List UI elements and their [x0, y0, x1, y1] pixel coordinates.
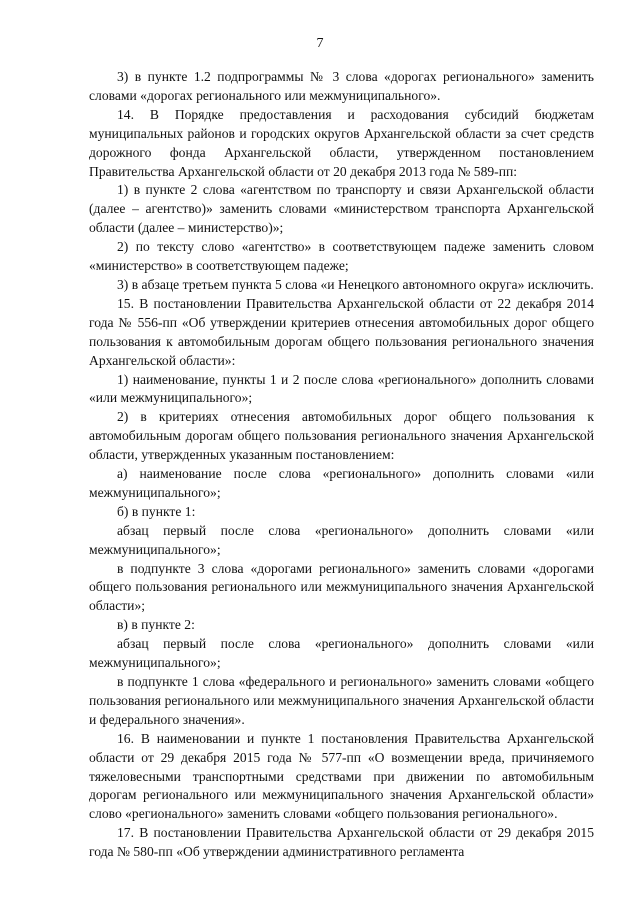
paragraph-item-15-2: 2) в критериях отнесения автомобильных дорог общего пользования к автомобильным дорогам общего пользования регионального значения Архангельской области, утвержденных указанным постановлением: [89, 409, 594, 463]
paragraph-section-17: 17. В постановлении Правительства Архангельской области от 29 декабря 2015 года № 580-пп «Об утверждении административного регламента [89, 825, 594, 860]
paragraph-subitem-v: в) в пункте 2: [117, 617, 195, 633]
paragraph-item-14-1: 1) в пункте 2 слова «агентством по транспорту и связи Архангельской области (далее – агентство)» заменить словами «министерством транспорта Архангельской области (далее – министерство)»; [89, 182, 594, 236]
paragraph-b-second: в подпункте 3 слова «дорогами регионального» заменить словами «дорогами общего пользования регионального или межмуниципального значения Архангельской области»; [89, 560, 594, 614]
paragraph-section-16: 16. В наименовании и пункте 1 постановления Правительства Архангельской области от 29 декабря 2015 года № 577-пп «О возмещении вреда, причиняемого тяжеловесными транспортными средствами при движении по автомобильным дорогам регионального или межмуниципального значения Архангельской области» слово «регионального» заменить словами «общего пользования регионального». [89, 730, 594, 822]
paragraph-subitem-a: а) наименование после слова «регионального» дополнить словами «или межмуниципального»; [89, 466, 594, 500]
paragraph-v-second: в подпункте 1 слова «федерального и регионального» заменить словами «общего пользования регионального или межмуниципального значения Архангельской области и федерального значения». [89, 674, 594, 727]
paragraph-v-first: абзац первый после слова «регионального» дополнить словами «или межмуниципального»; [89, 636, 594, 671]
paragraph-b-first: абзац первый после слова «регионального» дополнить словами «или межмуниципального»; [89, 522, 594, 557]
paragraph-subitem-b: б) в пункте 1: [117, 503, 196, 519]
paragraph-item-15-1: 1) наименование, пункты 1 и 2 после слова «регионального» дополнить словами «или межмуниципального»; [89, 371, 594, 406]
paragraph-section-15: 15. В постановлении Правительства Архангельской области от 22 декабря 2014 года № 556-пп «Об утверждении критериев отнесения автомобильных дорог общего пользования к автомобильным дорогам общего пользования регионального значения Архангельской области»: [89, 295, 594, 368]
page-number: 7 [316, 36, 324, 51]
paragraph-item-14-3: 3) в абзаце третьем пункта 5 слова «и Ненецкого автономного округа» исключить. [117, 276, 594, 292]
paragraph-section-14: 14. В Порядке предоставления и расходования субсидий бюджетам муниципальных районов и городских округов Архангельской области за счет средств дорожного фонда Архангельской области, утвержденном постановлением Правительства Архангельской области от 20 декабря 2013 года № 589-пп: [89, 106, 594, 179]
document-body [89, 68, 594, 862]
paragraph-item-14-2: 2) по тексту слово «агентство» в соответствующем падеже заменить словом «министерство» в соответствующем падеже; [89, 239, 594, 274]
paragraph-item-3: 3) в пункте 1.2 подпрограммы № 3 слова «дорогах регионального» заменить словами «дорогах регионального или межмуниципального». [89, 69, 594, 103]
